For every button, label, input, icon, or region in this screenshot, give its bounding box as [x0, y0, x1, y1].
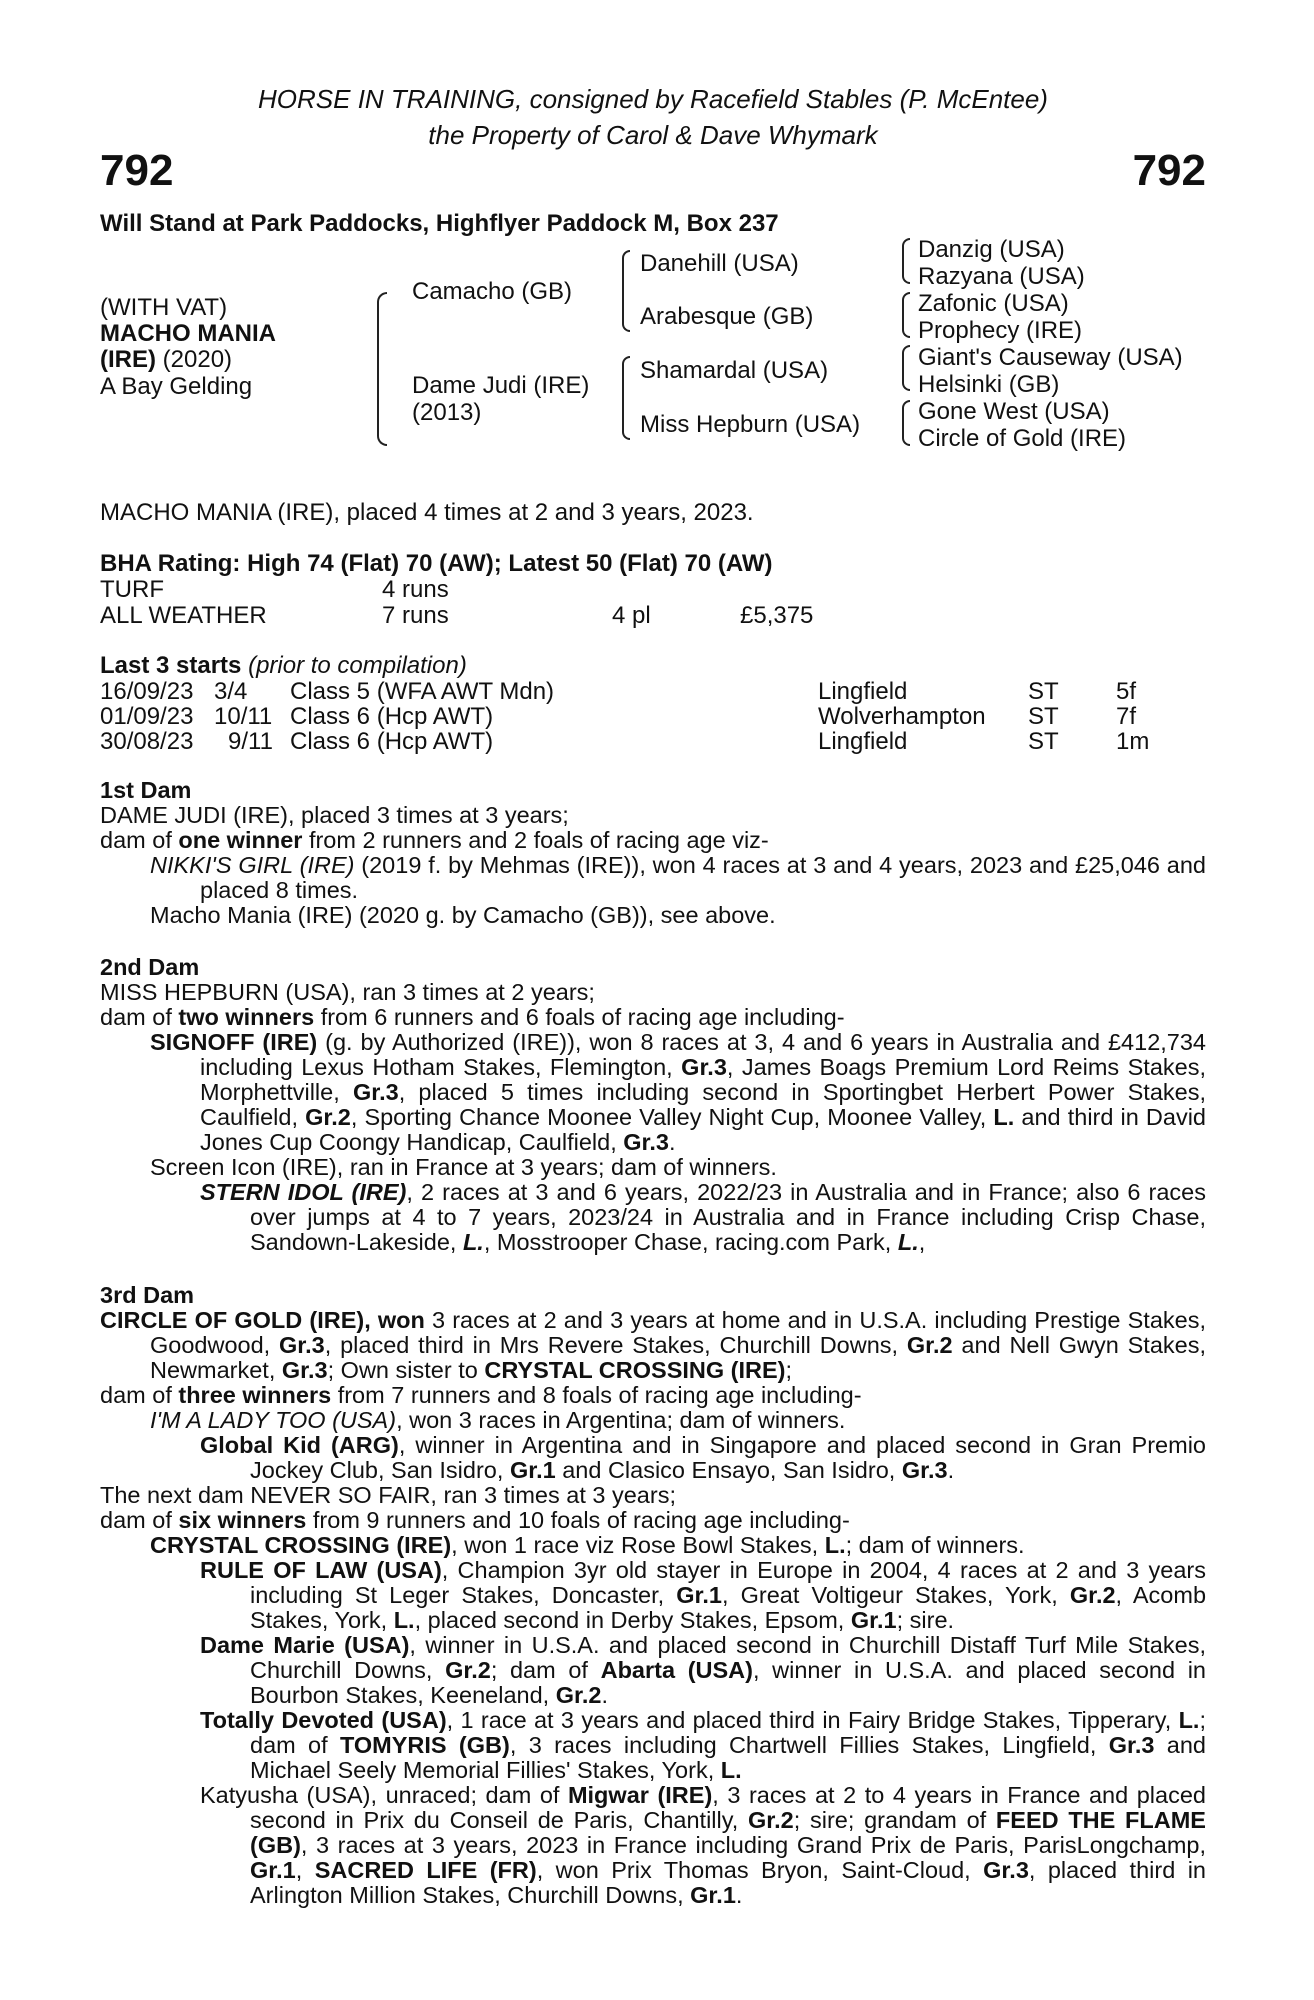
text-run: ; — [785, 1357, 793, 1383]
text-run: from 7 runners and 8 foals of racing age including- — [331, 1382, 862, 1408]
gen3-5: Giant's Causeway (USA) — [918, 344, 1183, 371]
turf-label: TURF — [100, 576, 164, 603]
gen3-8: Circle of Gold (IRE) — [918, 425, 1127, 452]
text-run: Gr.3 — [901, 1457, 948, 1483]
dam-sire: Shamardal (USA) — [640, 357, 829, 384]
text-run: Dame Marie (USA) — [200, 1632, 410, 1658]
gen3-7: Gone West (USA) — [918, 398, 1110, 425]
aw-placed: 4 pl — [612, 602, 651, 629]
race-summary: MACHO MANIA (IRE), placed 4 times at 2 and 3 years, 2023. — [100, 499, 754, 526]
text-run: SIGNOFF (IRE) — [150, 1029, 318, 1055]
text-run: dam of — [100, 827, 179, 853]
text-run: , 2 races at 3 and 6 years, 2022/23 in Australia and in France; also 6 races over jumps at 4 to 7 years, 2023/24 in Australia and in France including Crisp Chase, Sandown-Lakeside, — [250, 1179, 1206, 1255]
text-run: Gr.3 — [352, 1079, 399, 1105]
text-run: L. — [897, 1229, 919, 1255]
text-run: Gr.2 — [305, 1104, 351, 1130]
start-distance: 7f — [1116, 703, 1137, 730]
horse-description: A Bay Gelding — [100, 373, 253, 400]
first-dam-line: DAME JUDI (IRE), placed 3 times at 3 years; — [100, 802, 569, 828]
text-run: , — [918, 1229, 926, 1255]
third-dam-section — [100, 1283, 1206, 1908]
produce-dame-marie — [100, 1633, 1206, 1708]
vat-note: (WITH VAT) — [100, 294, 228, 321]
last-starts-title: Last 3 starts — [100, 652, 242, 679]
text-run: Katyusha (USA), unraced; dam of — [200, 1782, 568, 1808]
text-run: TOMYRIS (GB) — [339, 1732, 510, 1758]
text-run: Gr.2 — [1069, 1582, 1116, 1608]
text-run: Gr.3 — [623, 1129, 669, 1155]
text-run: Gr.3 — [1108, 1732, 1155, 1758]
pedigree-brace-g2 — [902, 292, 910, 338]
text-run: STERN IDOL (IRE) — [200, 1179, 407, 1205]
text-run: , Sporting Chance Moonee Valley Night Cup, Moonee Valley, — [350, 1104, 994, 1130]
text-run: L. — [824, 1532, 846, 1558]
start-position: 3/4 — [214, 678, 248, 705]
lot-number-left: 792 — [100, 146, 174, 195]
gen3-3: Zafonic (USA) — [918, 290, 1069, 317]
text-run: ; dam of — [250, 1707, 1206, 1758]
text-run: dam of — [100, 1004, 179, 1030]
text-run: (2019 f. by Mehmas (IRE)), won 4 races at 3 and 4 years, 2023 and £25,046 and placed 8 times. — [200, 852, 1206, 903]
aw-prize: £5,375 — [740, 602, 814, 629]
text-run: RULE OF LAW (USA) — [200, 1557, 442, 1583]
gen3-6: Helsinki (GB) — [918, 371, 1060, 398]
text-run: Gr.1 — [509, 1457, 556, 1483]
first-dam-section — [100, 778, 1206, 928]
text-run: , placed third in Mrs Revere Stakes, Churchill Downs, — [324, 1332, 907, 1358]
text-run: and Michael Seely Memorial Fillies' Stakes, York, — [250, 1732, 1206, 1783]
pedigree-brace-g3 — [902, 345, 910, 391]
text-run: (g. by Authorized (IRE)), won 8 races at 3, 4 and 6 years in Australia and £412,734 including Lexus Hotham Stakes, Flemington, — [200, 1029, 1207, 1080]
pedigree-brace-main — [377, 292, 387, 446]
horse-name: MACHO MANIA — [100, 320, 276, 347]
text-run: ; sire; grandam of — [793, 1807, 996, 1833]
property-line: the Property of Carol & Dave Whymark — [428, 120, 878, 150]
pedigree-brace-sire — [622, 250, 630, 332]
text-run: dam of — [100, 1382, 179, 1408]
produce-stern-idol — [100, 1180, 1206, 1255]
start-date: 30/08/23 — [100, 728, 194, 755]
produce-global-kid — [100, 1433, 1206, 1483]
sire-name: Camacho (GB) — [412, 278, 573, 305]
dam-dam: Miss Hepburn (USA) — [640, 411, 861, 438]
text-run: from 2 runners and 2 foals of racing age viz- — [302, 827, 769, 853]
text-run: Gr.3 — [281, 1357, 328, 1383]
text-run: , 3 races at 2 to 4 years in France and placed second in Prix du Conseil de Paris, Chantilly, — [250, 1782, 1206, 1833]
aw-label: ALL WEATHER — [100, 602, 267, 629]
text-run: , winner in U.S.A. and placed second in Bourbon Stakes, Keeneland, — [250, 1657, 1206, 1708]
text-run: L. — [393, 1607, 415, 1633]
text-run: NIKKI'S GIRL (IRE) — [150, 852, 355, 878]
sire-dam: Arabesque (GB) — [640, 303, 814, 330]
text-run: L. — [1178, 1707, 1200, 1733]
start-distance: 5f — [1116, 678, 1137, 705]
text-run: , Great Voltigeur Stakes, York, — [721, 1582, 1070, 1608]
text-run: L. — [993, 1104, 1015, 1130]
text-run: CIRCLE OF GOLD (IRE) — [100, 1307, 365, 1333]
first-dam-title: 1st Dam — [100, 777, 192, 803]
text-run: , won Prix Thomas Bryon, Saint-Cloud, — [536, 1857, 984, 1883]
text-run: L. — [462, 1229, 484, 1255]
pedigree-brace-g1 — [902, 238, 910, 284]
text-run: , won 1 race viz Rose Bowl Stakes, — [451, 1532, 825, 1558]
start-race: Class 5 (WFA AWT Mdn) — [290, 678, 555, 705]
lot-number-right: 792 — [1132, 146, 1206, 195]
produce-rule-of-law — [100, 1558, 1206, 1633]
produce-screen-icon: Screen Icon (IRE), ran in France at 3 years; dam of winners. — [150, 1154, 777, 1180]
dam-name: Dame Judi (IRE) — [412, 372, 590, 399]
second-dam-section — [100, 955, 1206, 1255]
horse-name-suffix — [100, 347, 232, 372]
text-run: and Nell Gwyn Stakes, Newmarket, — [150, 1332, 1206, 1383]
horse-country: (IRE) — [100, 346, 156, 373]
text-run: 3 races at 2 and 3 years at home and in U.S.A. including Prestige Stakes, Goodwood, — [150, 1307, 1207, 1358]
start-date: 16/09/23 — [100, 678, 194, 705]
last-starts-heading — [100, 652, 467, 680]
start-going: ST — [1028, 678, 1059, 705]
horse-year: (2020) — [156, 346, 233, 373]
gen3-2: Razyana (USA) — [918, 263, 1085, 290]
text-run: , placed third in Arlington Million Stakes, Churchill Downs, — [250, 1857, 1206, 1908]
text-run: and third in David Jones Cup Coongy Handicap, Caulfield, — [200, 1104, 1207, 1155]
aw-runs: 7 runs — [382, 602, 449, 629]
start-course: Wolverhampton — [818, 703, 986, 730]
text-run: Gr.1 — [250, 1857, 296, 1883]
next-dam-line: The next dam NEVER SO FAIR, ran 3 times at 3 years; — [100, 1482, 676, 1508]
produce-crystal-crossing — [100, 1533, 1206, 1558]
text-run: , Champion 3yr old stayer in Europe in 2004, 4 races at 2 and 3 years including St Leger Stakes, Doncaster, — [250, 1557, 1206, 1608]
start-position: 9/11 — [228, 728, 273, 755]
sire-sire: Danehill (USA) — [640, 250, 799, 277]
start-position: 10/11 — [214, 703, 273, 730]
text-run: Gr.1 — [676, 1582, 722, 1608]
third-dam-title: 3rd Dam — [100, 1282, 195, 1308]
second-dam-title: 2nd Dam — [100, 954, 200, 980]
gen3-1: Danzig (USA) — [918, 236, 1065, 263]
text-run: Gr.3 — [279, 1332, 325, 1358]
text-run: Gr.1 — [690, 1882, 736, 1908]
text-run: . — [669, 1129, 676, 1155]
text-run: , — [295, 1857, 315, 1883]
produce-nikkis-girl — [100, 853, 1206, 903]
text-run: CRYSTAL CROSSING (IRE) — [484, 1357, 786, 1383]
start-course: Lingfield — [818, 728, 908, 755]
text-run: , winner in Argentina and in Singapore and placed second in Gran Premio Jockey Club, San Isidro, — [250, 1432, 1206, 1483]
text-run: Totally Devoted (USA) — [200, 1707, 447, 1733]
text-run: Gr.1 — [850, 1607, 897, 1633]
pedigree-brace-g4 — [902, 400, 910, 446]
text-run: , won — [364, 1307, 425, 1333]
text-run: three winners — [178, 1382, 332, 1408]
text-run: L. — [720, 1757, 742, 1783]
third-dam-produce — [100, 1383, 1206, 1408]
third-dam-circle-of-gold — [100, 1308, 1206, 1383]
start-race: Class 6 (Hcp AWT) — [290, 728, 494, 755]
text-run: one winner — [178, 827, 303, 853]
text-run: I'M A LADY TOO (USA) — [150, 1407, 397, 1433]
consignor-line: HORSE IN TRAINING, consigned by Racefield Stables (P. McEntee) — [258, 84, 1048, 114]
text-run: ; sire. — [896, 1607, 955, 1633]
start-going: ST — [1028, 703, 1059, 730]
text-run: Gr.3 — [681, 1054, 727, 1080]
text-run: ; dam of winners. — [845, 1532, 1025, 1558]
text-run: , placed second in Derby Stakes, Epsom, — [414, 1607, 851, 1633]
start-race: Class 6 (Hcp AWT) — [290, 703, 494, 730]
text-run: dam of — [100, 1507, 179, 1533]
text-run: , 3 races including Chartwell Fillies Stakes, Lingfield, — [509, 1732, 1109, 1758]
text-run: . — [601, 1682, 608, 1708]
text-run: from 9 runners and 10 foals of racing age including- — [306, 1507, 850, 1533]
text-run: ; Own sister to — [327, 1357, 485, 1383]
text-run: , Mosstrooper Chase, racing.com Park, — [483, 1229, 898, 1255]
start-distance: 1m — [1116, 728, 1150, 755]
text-run: Global Kid (ARG) — [200, 1432, 399, 1458]
text-run: from 6 runners and 6 foals of racing age including- — [314, 1004, 845, 1030]
produce-macho-mania: Macho Mania (IRE) (2020 g. by Camacho (GB)), see above. — [150, 902, 776, 928]
produce-totally-devoted — [100, 1708, 1206, 1783]
text-run: Gr.3 — [983, 1857, 1029, 1883]
stand-location: Will Stand at Park Paddocks, Highflyer Paddock M, Box 237 — [100, 210, 779, 237]
pedigree-brace-dam — [622, 356, 630, 440]
text-run: Gr.2 — [748, 1807, 794, 1833]
text-run: , 3 races at 3 years, 2023 in France including Grand Prix de Paris, ParisLongchamp, — [300, 1832, 1206, 1858]
text-run: , winner in U.S.A. and placed second in Churchill Distaff Turf Mile Stakes, Churchill Downs, — [250, 1632, 1206, 1683]
text-run: , James Boags Premium Lord Reims Stakes, Morphettville, — [200, 1054, 1206, 1105]
text-run: Gr.2 — [445, 1657, 491, 1683]
start-going: ST — [1028, 728, 1059, 755]
start-date: 01/09/23 — [100, 703, 194, 730]
next-dam-produce — [100, 1508, 1206, 1533]
text-run: , placed 5 times including second in Sportingbet Herbert Power Stakes, Caulfield, — [200, 1079, 1207, 1130]
text-run: , 1 race at 3 years and placed third in Fairy Bridge Stakes, Tipperary, — [446, 1707, 1179, 1733]
text-run: two winners — [178, 1004, 315, 1030]
produce-katyusha — [100, 1783, 1206, 1908]
text-run: Gr.2 — [555, 1682, 602, 1708]
text-run: FEED THE FLAME (GB) — [250, 1807, 1206, 1858]
text-run: . — [735, 1882, 743, 1908]
text-run: and Clasico Ensayo, San Isidro, — [555, 1457, 902, 1483]
text-run: CRYSTAL CROSSING (IRE) — [150, 1532, 452, 1558]
text-run: SACRED LIFE (FR) — [314, 1857, 537, 1883]
text-run: , Acomb Stakes, York, — [250, 1582, 1207, 1633]
gen3-4: Prophecy (IRE) — [918, 317, 1083, 344]
text-run: Gr.2 — [906, 1332, 953, 1358]
start-course: Lingfield — [818, 678, 908, 705]
second-dam-line: MISS HEPBURN (USA), ran 3 times at 2 years; — [100, 979, 595, 1005]
last-starts-note: (prior to compilation) — [241, 652, 467, 679]
second-dam-produce — [100, 1005, 1206, 1030]
dam-year: (2013) — [412, 399, 482, 426]
bha-rating: BHA Rating: High 74 (Flat) 70 (AW); Latest 50 (Flat) 70 (AW) — [100, 550, 773, 577]
text-run: ; dam of — [490, 1657, 601, 1683]
turf-runs: 4 runs — [382, 576, 449, 603]
text-run: Migwar (IRE) — [567, 1782, 713, 1808]
first-dam-produce — [100, 828, 1206, 853]
text-run: Abarta (USA) — [600, 1657, 753, 1683]
text-run: , won 3 races in Argentina; dam of winners. — [396, 1407, 846, 1433]
text-run: . — [947, 1457, 955, 1483]
produce-im-a-lady-too — [100, 1408, 1206, 1433]
text-run: six winners — [178, 1507, 307, 1533]
produce-signoff — [100, 1030, 1206, 1155]
